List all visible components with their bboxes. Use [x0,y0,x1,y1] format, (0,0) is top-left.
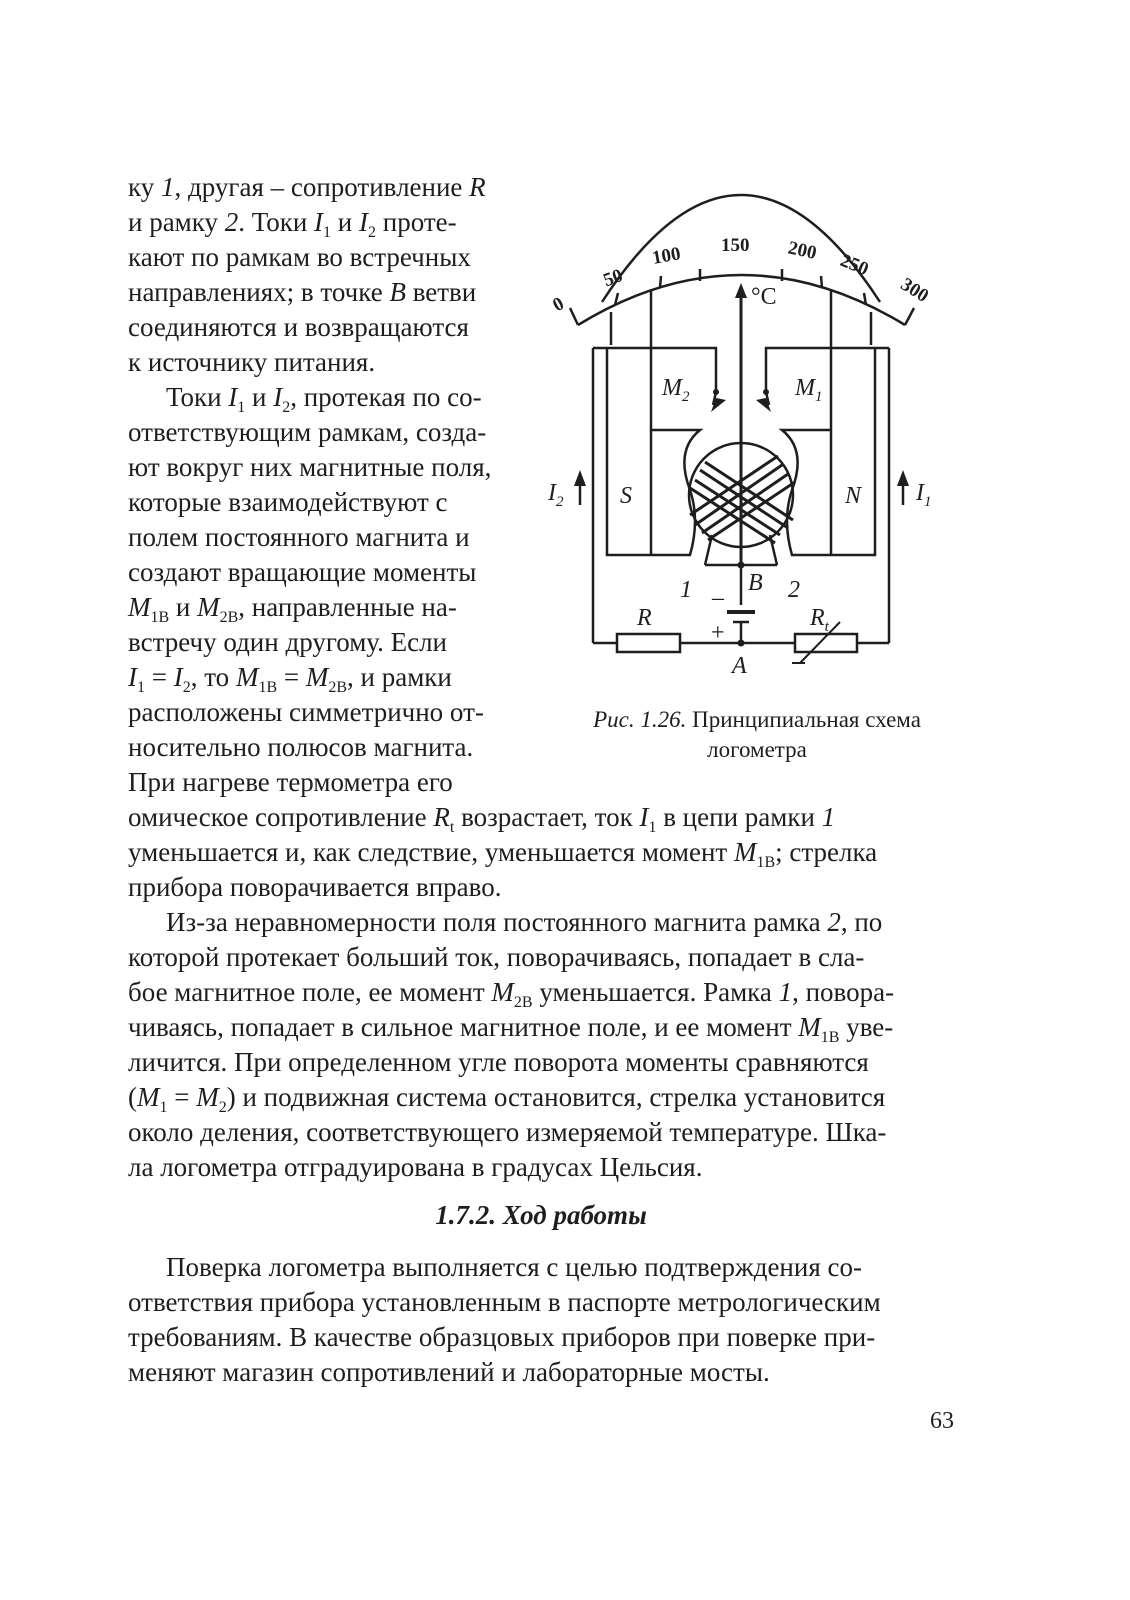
text-line: чиваясь, попадает в сильное магнитное поле, и ее момент $M_{1В}$ уве- [128,1012,894,1046]
magnet-s [593,348,716,643]
text-line: расположены симметрично от- [128,697,484,727]
text-line: и рамку 2. Токи $I_1$ и $I_2$ проте- [128,207,457,241]
text-line: омическое сопротивление $R_t$ возрастает, ток $I_1$ в цепи рамки 1 [128,802,836,836]
text-line: прибора поворачивается вправо. [128,872,502,902]
resistor-r [617,634,680,652]
label-rt: $R_t$ [810,605,829,635]
text-line: меняют магазин сопротивлений и лабораторные мосты. [128,1357,770,1387]
text-line: Токи $I_1$ и $I_2$, протекая по со- [166,382,482,416]
text-line: которые взаимодействуют с [128,487,448,517]
text-line: уменьшается и, как следствие, уменьшается момент $M_{1В}$; стрелка [128,837,878,871]
tick-label-200: 200 [786,237,819,264]
text-line: $(M_1 = M_2)$ и подвижная система остановится, стрелка установится [128,1082,886,1116]
label-frame-2: 2 [788,577,800,603]
label-i2: $I_2$ [548,480,564,510]
magnet-n [766,348,889,643]
label-m2: $M_2$ [662,375,690,405]
text-line: к источнику питания. [128,347,376,377]
label-a: A [732,653,747,679]
text-line: создают вращающие моменты [128,557,477,587]
label-b: B [748,570,763,596]
text-line: которой протекает больший ток, поворачиваясь, попадает в сла- [128,942,865,972]
text-line: Поверка логометра выполняется с целью подтверждения со- [166,1252,862,1282]
label-frame-1: 1 [680,577,692,603]
caption-label: Рис. 1.26. [593,707,687,732]
text-line: направлениях; в точке B ветви [128,277,477,307]
text-line: ответствующим рамкам, созда- [128,417,487,447]
label-plus: + [711,620,725,646]
tick-label-150: 150 [721,235,750,256]
text-line: требованиям. В качестве образцовых приборов при поверке при- [128,1322,876,1352]
text-line: При нагреве термометра его [128,767,453,797]
figure-caption [560,705,954,765]
label-i1: $I_1$ [916,480,932,510]
text-line: кают по рамкам во встречных [128,242,471,272]
tick-label-0: 0 [549,293,568,317]
text-line: Из-за неравномерности поля постоянного магнита рамка 2, по [166,907,883,937]
tick-label-300: 300 [896,273,933,307]
text-line: соединяются и возвращаются [128,312,469,342]
label-minus: – [712,585,724,611]
label-m1: $M_1$ [795,375,823,405]
text-line: встречу один другому. Если [128,627,448,657]
label-n: N [845,483,862,509]
page-number: 63 [930,1408,954,1434]
text-line: полем постоянного магнита и [128,522,470,552]
label-r: R [637,605,652,631]
tick-label-250: 250 [837,249,872,281]
section-heading: 1.7.2. Ход работы [435,1200,647,1230]
text-line: $M_{1В}$ и $M_{2В}$, направленные на- [128,592,457,626]
unit-label: °C [751,284,777,310]
tick-label-50: 50 [600,265,626,292]
caption-text: Принципиальная схема [686,707,921,732]
text-line: ответствия прибора установленным в паспорте метрологическим [128,1287,881,1317]
label-s: S [620,483,632,509]
logometer-diagram [540,170,960,690]
text-line: около деления, соответствующего измеряемой температуре. Шка- [128,1117,887,1147]
caption-line2: логометра [707,737,807,762]
text-line: ку 1, другая – сопротивление R [128,172,486,202]
text-line: носительно полюсов магнита. [128,732,474,762]
text-line: ла логометра отградуирована в градусах Цельсия. [128,1152,703,1182]
text-line: $I_1 = I_2$, то $M_{1В} = M_{2В}$, и рамки [128,662,452,696]
text-line: ют вокруг них магнитные поля, [128,452,492,482]
text-line: бое магнитное поле, ее момент $M_{2В}$ уменьшается. Рамка 1, повора- [128,977,895,1011]
text-line: личится. При определенном угле поворота моменты сравняются [128,1047,869,1077]
tick-label-100: 100 [650,243,683,269]
